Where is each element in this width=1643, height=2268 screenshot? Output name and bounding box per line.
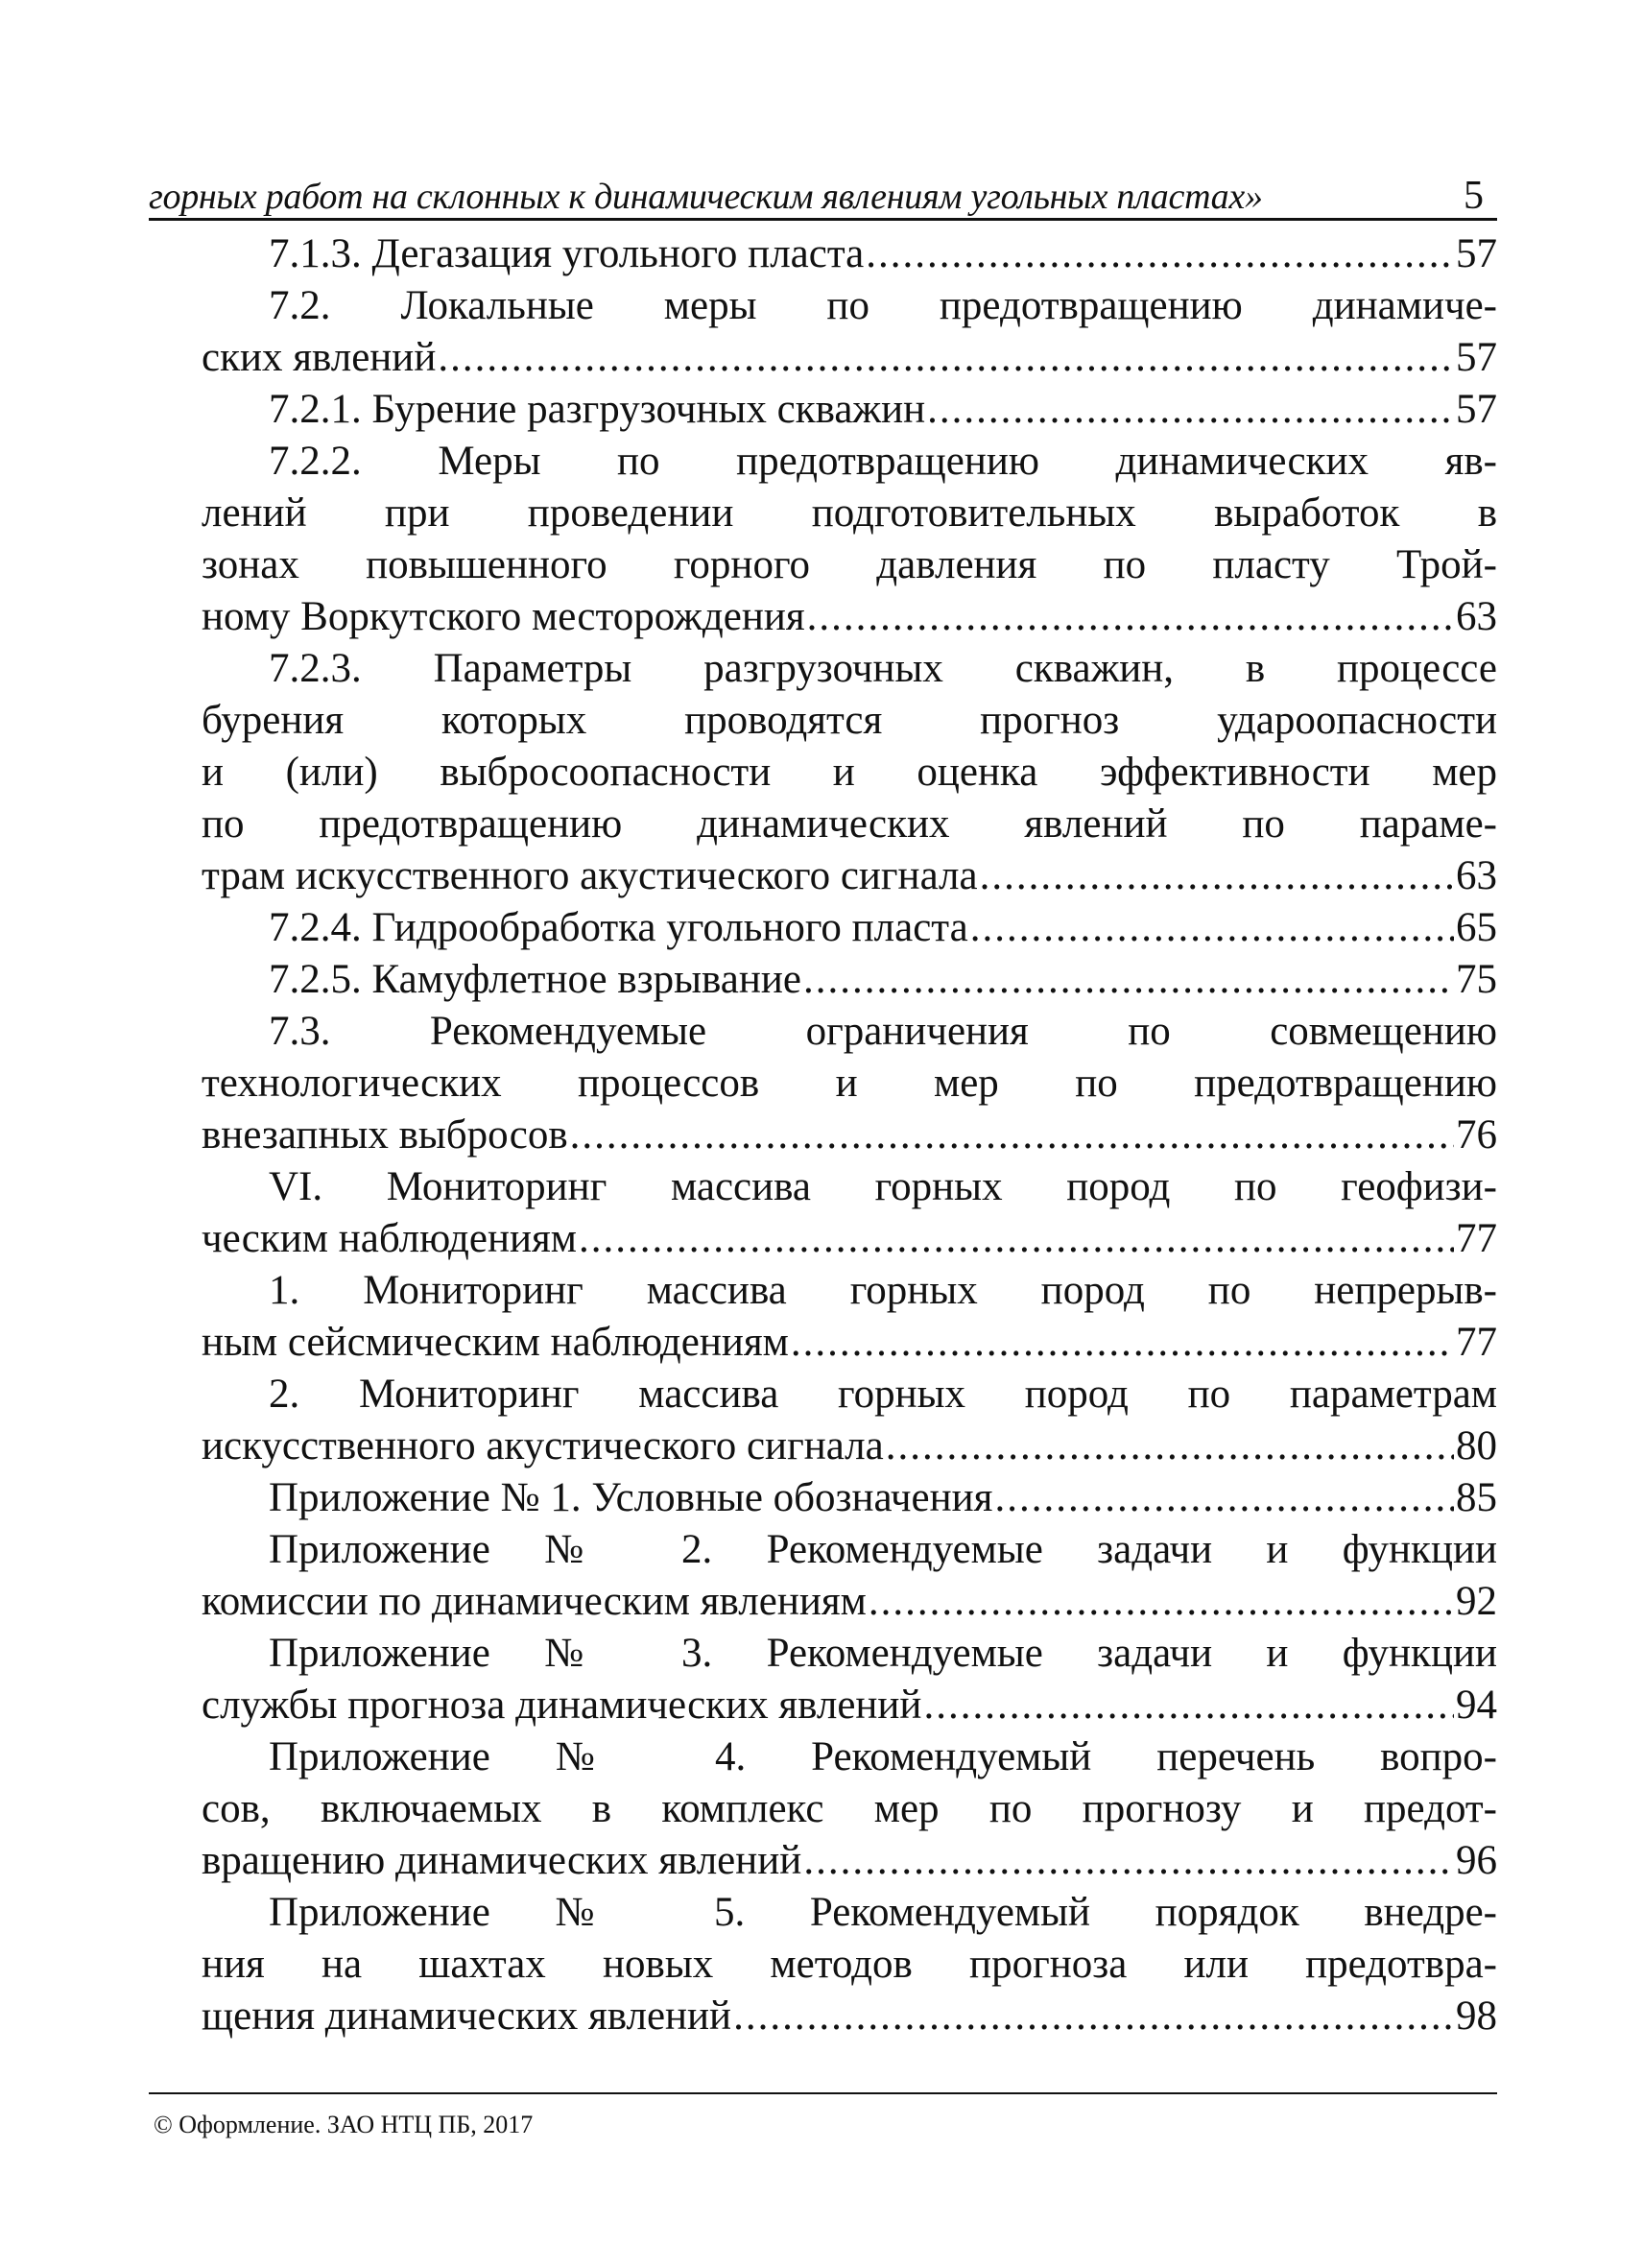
toc-entry-last-line <box>202 1680 1497 1731</box>
toc-entry-last-line <box>202 1472 1497 1524</box>
toc-entry-line: бурения которых проводятся прогноз удароопасности <box>202 698 1497 743</box>
toc-entry-line: зонах повышенного горного давления по пласту Трой- <box>202 542 1497 587</box>
toc-entry <box>202 1006 1497 1161</box>
toc-entry <box>202 1731 1497 1887</box>
dot-leader <box>803 954 1454 1006</box>
table-of-contents <box>202 228 1497 2042</box>
toc-entry <box>202 384 1497 436</box>
toc-page-number: 92 <box>1456 1579 1497 1624</box>
dot-leader <box>791 1317 1454 1369</box>
toc-entry-title: щения динамических явлений <box>202 1993 732 2039</box>
toc-page-number: 76 <box>1456 1112 1497 1158</box>
toc-entry-last-line <box>202 1576 1497 1628</box>
toc-entry-line: Приложение № 4. Рекомендуемый перечень вопро- <box>269 1734 1497 1779</box>
footer-divider <box>149 2092 1497 2094</box>
toc-page-number: 57 <box>1456 231 1497 276</box>
toc-entry-title: ческим наблюдениям <box>202 1216 578 1261</box>
toc-entry-title: 7.2.4. Гидрообработка угольного пласта <box>269 905 968 950</box>
dot-leader <box>579 1213 1454 1265</box>
toc-entry-title: ным сейсмическим наблюдениям <box>202 1320 789 1365</box>
toc-entry-title: вращению динамических явлений <box>202 1838 802 1883</box>
toc-page-number: 98 <box>1456 1993 1497 2039</box>
copyright-footer: © Оформление. ЗАО НТЦ ПБ, 2017 <box>154 2111 534 2138</box>
toc-entry-title: трам искусственного акустического сигнала <box>202 853 978 898</box>
toc-entry-title: комиссии по динамическим явлениям <box>202 1579 867 1624</box>
toc-entry-last-line <box>202 332 1497 384</box>
toc-entry-line: по предотвращению динамических явлений по параме- <box>202 801 1497 847</box>
toc-entry-title: 7.1.3. Дегазация угольного пласта <box>269 231 865 276</box>
toc-entry-last-line <box>202 1420 1497 1472</box>
toc-entry-title: ному Воркутского месторождения <box>202 594 805 639</box>
toc-entry-last-line <box>202 902 1497 954</box>
dot-leader <box>733 1991 1454 2042</box>
toc-entry-last-line <box>202 1317 1497 1369</box>
toc-entry-title: службы прогноза динамических явлений <box>202 1683 922 1728</box>
toc-entry <box>202 902 1497 954</box>
toc-page-number: 77 <box>1456 1320 1497 1365</box>
toc-page-number: 77 <box>1456 1216 1497 1261</box>
toc-entry-title: Приложение № 1. Условные обозначения <box>269 1475 993 1520</box>
dot-leader <box>923 1680 1454 1731</box>
toc-entry-line: сов, включаемых в комплекс мер по прогнозу и предот- <box>202 1786 1497 1831</box>
toc-page-number: 85 <box>1456 1475 1497 1520</box>
toc-entry-title: 7.2.5. Камуфлетное взрывание <box>269 957 801 1002</box>
toc-entry <box>202 280 1497 384</box>
dot-leader <box>927 384 1454 436</box>
toc-entry-line: 7.2.3. Параметры разгрузочных скважин, в процессе <box>269 646 1497 691</box>
toc-entry <box>202 1628 1497 1731</box>
toc-entry-line: лений при проведении подготовительных выработок в <box>202 490 1497 536</box>
toc-entry-last-line <box>202 1835 1497 1887</box>
dot-leader <box>803 1835 1454 1887</box>
toc-entry-line: Приложение № 5. Рекомендуемый порядок внедре- <box>269 1890 1497 1935</box>
toc-entry <box>202 228 1497 280</box>
toc-entry <box>202 1472 1497 1524</box>
toc-entry-title: искусственного акустического сигнала <box>202 1423 884 1468</box>
toc-page-number: 57 <box>1456 335 1497 380</box>
toc-page-number: 65 <box>1456 905 1497 950</box>
toc-entry <box>202 436 1497 643</box>
toc-entry-last-line <box>202 1213 1497 1265</box>
toc-page-number: 80 <box>1456 1423 1497 1468</box>
toc-entry-last-line <box>202 1110 1497 1161</box>
toc-entry-last-line <box>202 384 1497 436</box>
toc-entry-title: 7.2.1. Бурение разгрузочных скважин <box>269 387 926 432</box>
toc-entry <box>202 954 1497 1006</box>
toc-entry-line: Приложение № 2. Рекомендуемые задачи и функции <box>269 1527 1497 1572</box>
toc-page-number: 57 <box>1456 387 1497 432</box>
dot-leader <box>570 1110 1454 1161</box>
toc-entry-last-line <box>202 591 1497 643</box>
toc-entry-last-line <box>202 850 1497 902</box>
toc-entry-last-line <box>202 1991 1497 2042</box>
toc-page-number: 75 <box>1456 957 1497 1002</box>
toc-entry-last-line <box>202 228 1497 280</box>
dot-leader <box>980 850 1454 902</box>
toc-entry-line: и (или) выбросоопасности и оценка эффективности мер <box>202 750 1497 795</box>
toc-entry-last-line <box>202 954 1497 1006</box>
toc-entry-line: Приложение № 3. Рекомендуемые задачи и функции <box>269 1631 1497 1676</box>
toc-entry-title: ских явлений <box>202 335 437 380</box>
toc-entry-title: внезапных выбросов <box>202 1112 568 1158</box>
dot-leader <box>866 228 1454 280</box>
toc-entry <box>202 1161 1497 1265</box>
dot-leader <box>970 902 1454 954</box>
toc-entry-line: VI. Мониторинг массива горных пород по геофизи- <box>269 1164 1497 1209</box>
toc-entry-line: технологических процессов и мер по предотвращению <box>202 1061 1497 1106</box>
toc-entry-line: 7.3. Рекомендуемые ограничения по совмещению <box>269 1009 1497 1054</box>
dot-leader <box>438 332 1454 384</box>
dot-leader <box>807 591 1454 643</box>
toc-page-number: 96 <box>1456 1838 1497 1883</box>
running-header <box>149 168 1497 221</box>
toc-entry-line: 7.2. Локальные меры по предотвращению динамиче- <box>269 283 1497 328</box>
dot-leader <box>886 1420 1454 1472</box>
toc-entry-line: ния на шахтах новых методов прогноза или предотвра- <box>202 1942 1497 1987</box>
toc-entry <box>202 1265 1497 1369</box>
toc-entry <box>202 1887 1497 2042</box>
dot-leader <box>869 1576 1454 1628</box>
toc-entry <box>202 1369 1497 1472</box>
toc-page-number: 63 <box>1456 853 1497 898</box>
toc-entry <box>202 643 1497 902</box>
toc-entry-line: 2. Мониторинг массива горных пород по параметрам <box>269 1372 1497 1417</box>
toc-page-number: 94 <box>1456 1683 1497 1728</box>
toc-entry-line: 7.2.2. Меры по предотвращению динамических яв- <box>269 439 1497 484</box>
toc-entry-line: 1. Мониторинг массива горных пород по непрерыв- <box>269 1268 1497 1313</box>
page-number: 5 <box>1464 174 1484 218</box>
running-header-title: горных работ на склонных к динамическим явлениям угольных пластах» <box>149 177 1263 217</box>
toc-entry <box>202 1524 1497 1628</box>
dot-leader <box>994 1472 1454 1524</box>
toc-page-number: 63 <box>1456 594 1497 639</box>
